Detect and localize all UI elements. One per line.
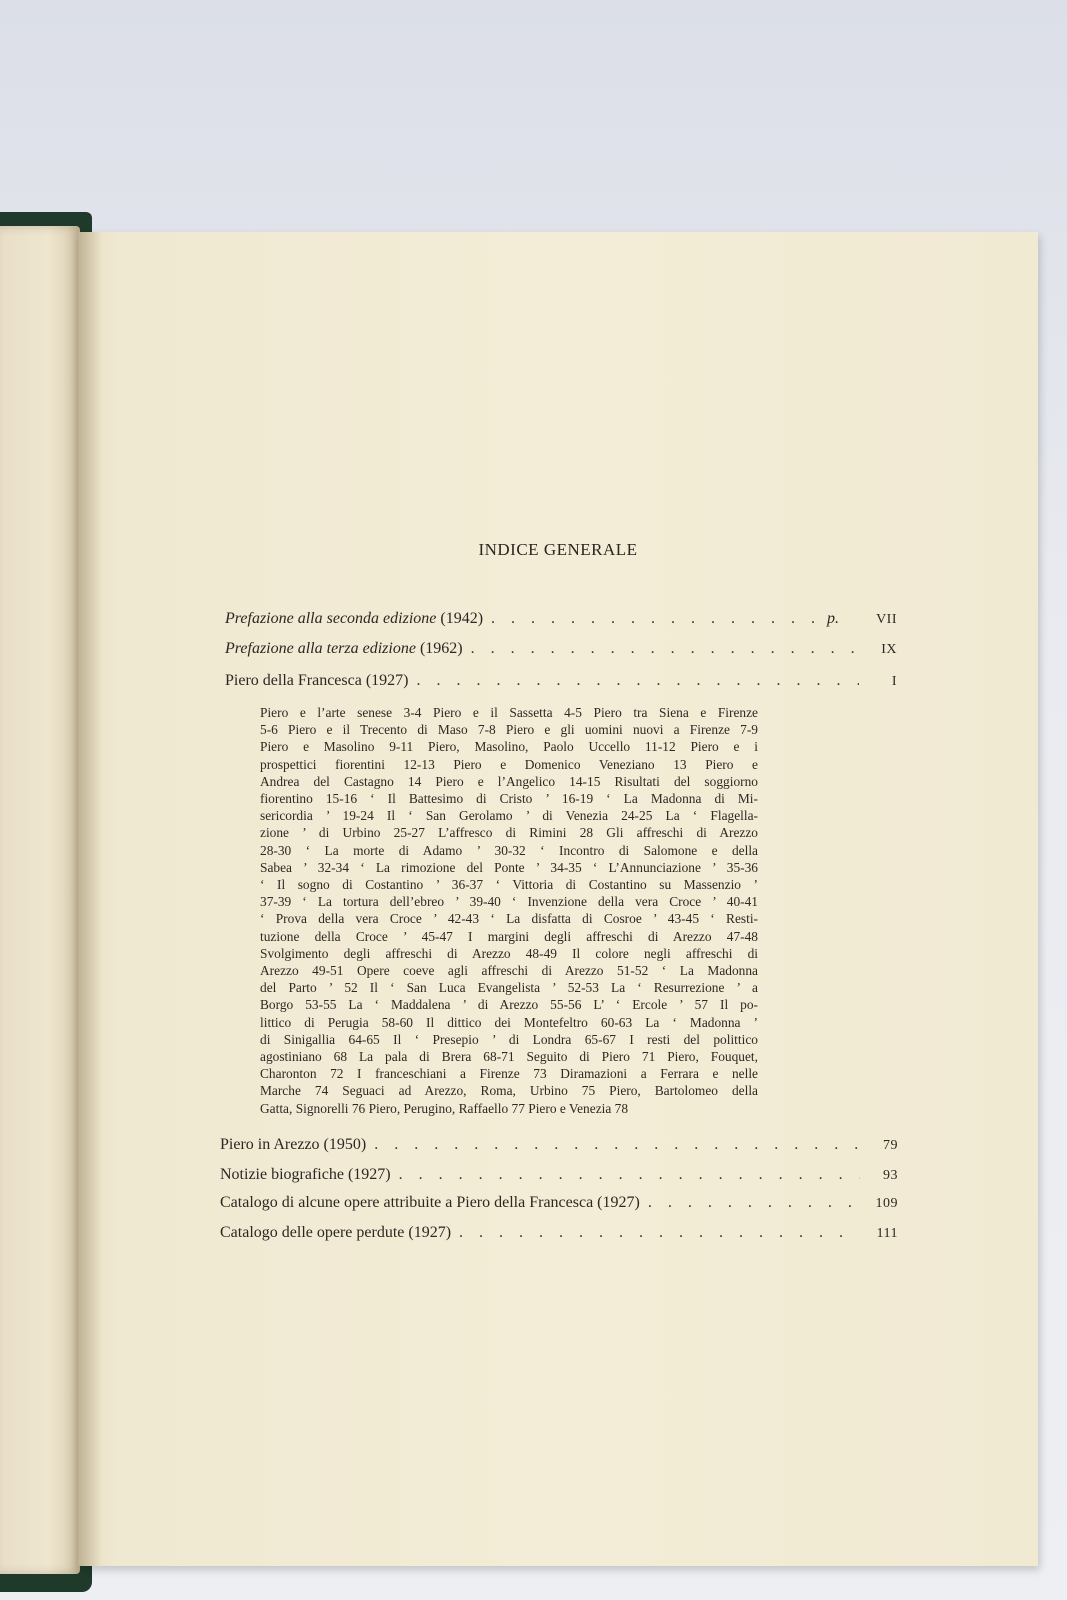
leader-dots	[471, 640, 859, 658]
toc-entry-label: Prefazione alla seconda edizione (1942)	[225, 610, 484, 627]
page-abbrev: p.	[827, 610, 839, 627]
subtopic-line: tuzione della Croce ’ 45-47 I margini degli affreschi di Arezzo 47-48	[260, 928, 758, 944]
subtopic-line: Piero e Masolino 9-11 Piero, Masolino, Paolo Uccello 11-12 Piero e i	[260, 739, 758, 755]
leader-dots	[399, 1166, 860, 1184]
toc-entry-label: Catalogo delle opere perdute (1927)	[220, 1224, 452, 1241]
toc-page-number: VII	[876, 612, 897, 627]
subtopic-line: Charonton 72 I franceschiani a Firenze 73 Diramazioni a Ferrara e nelle	[260, 1066, 758, 1082]
subtopic-line: sericordia ’ 19-24 Il ‘ San Gerolamo ’ di Venezia 24-25 La ‘ Flagella-	[260, 808, 758, 824]
subtopic-line: di Sinigallia 64-65 Il ‘ Presepio ’ di Londra 65-67 I resti del polittico	[260, 1031, 758, 1047]
leader-dots	[459, 1224, 860, 1242]
toc-entry-piero-in-arezzo	[220, 1136, 898, 1160]
toc-entry-prefazione-seconda	[225, 610, 897, 634]
gutter-shadow	[78, 232, 102, 1566]
chapter-subtopics	[260, 704, 758, 1117]
toc-entry-catalogo-attribuite	[220, 1194, 898, 1218]
subtopic-line: Svolgimento degli affreschi di Arezzo 48-49 Il colore negli affreschi di	[260, 945, 758, 961]
toc-entry-label: Piero della Francesca (1927)	[225, 672, 409, 689]
subtopic-line: Andrea del Castagno 14 Piero e l’Angelico 14-15 Risultati del soggiorno	[260, 773, 758, 789]
leader-dots	[374, 1136, 860, 1154]
subtopic-line: del Parto ’ 52 Il ‘ San Luca Evangelista ’ 52-53 La ‘ Resurrezione ’ a	[260, 980, 758, 996]
left-page-edge	[0, 226, 80, 1574]
subtopic-line: Arezzo 49-51 Opere coeve agli affreschi di Arezzo 51-52 ‘ La Madonna	[260, 963, 758, 979]
subtopic-line: Piero e l’arte senese 3-4 Piero e il Sassetta 4-5 Piero tra Siena e Firenze	[260, 705, 758, 720]
subtopic-line: zione ’ di Urbino 25-27 L’affresco di Rimini 28 Gli affreschi di Arezzo	[260, 825, 758, 841]
subtopic-line: 28-30 ‘ La morte di Adamo ’ 30-32 ‘ Incontro di Salomone e della	[260, 842, 758, 858]
toc-page-number: IX	[881, 642, 897, 657]
subtopic-line: prospettici fiorentini 12-13 Piero e Domenico Veneziano 13 Piero e	[260, 756, 758, 772]
subtopic-line: Sabea ’ 32-34 ‘ La rimozione del Ponte ’ 34-35 ‘ L’Annunciazione ’ 35-36	[260, 859, 758, 875]
subtopic-line: ‘ Prova della vera Croce ’ 42-43 ‘ La disfatta di Cosroe ’ 43-45 ‘ Resti-	[260, 911, 758, 927]
toc-entry-catalogo-perdute	[220, 1224, 898, 1248]
toc-page-number: 111	[876, 1226, 898, 1241]
toc-page-number: I	[891, 674, 897, 689]
subtopic-line: Borgo 53-55 La ‘ Maddalena ’ di Arezzo 55-56 L’ ‘ Ercole ’ 57 Il po-	[260, 997, 758, 1013]
toc-page-number: 79	[883, 1138, 898, 1153]
leader-dots	[491, 610, 819, 628]
subtopic-line: 5-6 Piero e il Trecento di Maso 7-8 Piero e gli uomini nuovi a Firenze 7-9	[260, 722, 758, 738]
toc-entry-prefazione-terza	[225, 640, 897, 664]
toc-entry-label: Prefazione alla terza edizione (1962)	[225, 640, 463, 657]
subtopic-line: littico di Perugia 58-60 Il dittico dei Montefeltro 60-63 La ‘ Madonna ’	[260, 1014, 758, 1030]
subtopic-line: Marche 74 Seguaci ad Arezzo, Roma, Urbino 75 Piero, Bartolomeo della	[260, 1083, 758, 1099]
toc-entry-label: Catalogo di alcune opere attribuite a Piero della Francesca (1927)	[220, 1194, 640, 1211]
toc-page-number: 109	[875, 1196, 898, 1211]
toc-entry-label: Notizie biografiche (1927)	[220, 1166, 391, 1183]
subtopic-line: fiorentino 15-16 ‘ Il Battesimo di Cristo ’ 16-19 ‘ La Madonna di Mi-	[260, 791, 758, 807]
toc-entry-piero-1927	[225, 672, 897, 696]
right-page	[78, 232, 1038, 1566]
toc-entry-notizie-biografiche	[220, 1166, 898, 1190]
subtopic-line: Gatta, Signorelli 76 Piero, Perugino, Raffaello 77 Piero e Venezia 78	[260, 1100, 629, 1116]
leader-dots	[416, 672, 859, 690]
toc-entry-label: Piero in Arezzo (1950)	[220, 1136, 367, 1153]
subtopic-line: agostiniano 68 La pala di Brera 68-71 Seguito di Piero 71 Piero, Fouquet,	[260, 1049, 758, 1065]
leader-dots	[648, 1194, 860, 1212]
page-title: INDICE GENERALE	[478, 540, 638, 559]
toc-page-number: 93	[883, 1168, 898, 1183]
subtopic-line: ‘ Il sogno di Costantino ’ 36-37 ‘ Vittoria di Costantino su Massenzio ’	[260, 877, 758, 893]
subtopic-line: 37-39 ‘ La tortura dell’ebreo ’ 39-40 ‘ Invenzione della vera Croce ’ 40-41	[260, 894, 758, 910]
